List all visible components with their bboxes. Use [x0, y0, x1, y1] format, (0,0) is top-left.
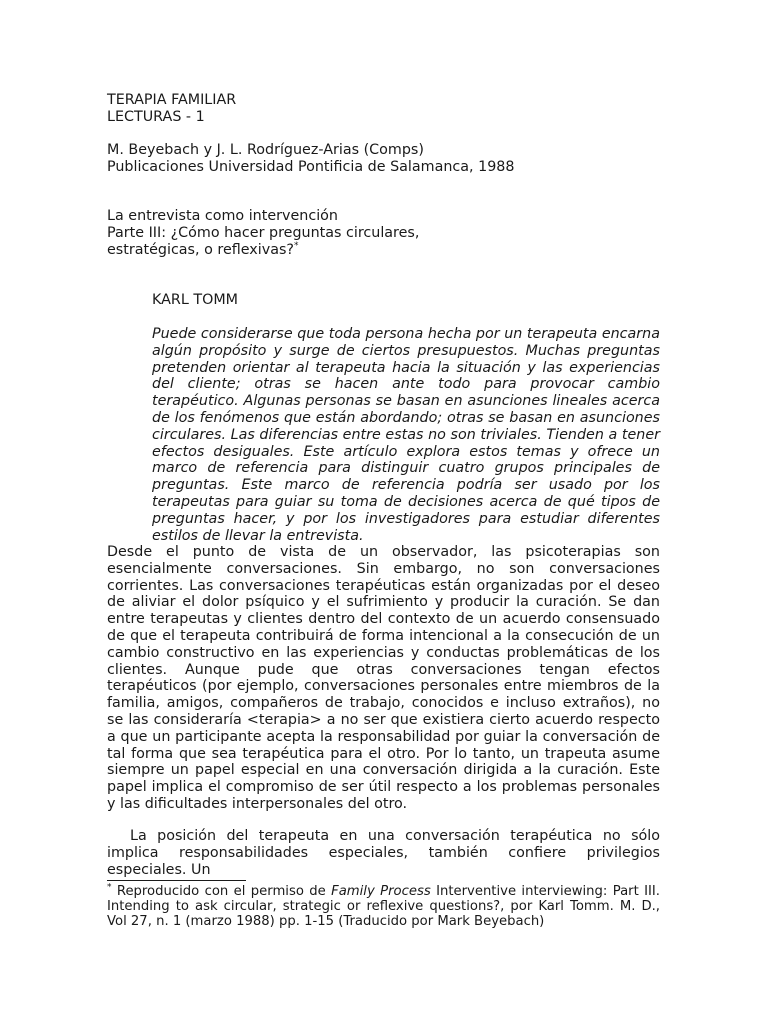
author-name: KARL TOMM — [152, 292, 239, 308]
article-title-line3 — [107, 242, 660, 259]
footnote-divider — [107, 880, 246, 881]
body-paragraph-2: La posición del terapeuta en una conversación terapéutica no sólo implica responsabilidades especiales, también confiere privilegios especiales. Un — [107, 828, 660, 878]
publisher-line: Publicaciones Universidad Pontificia de Salamanca, 1988 — [107, 158, 515, 175]
title-footnote-marker: * — [294, 240, 299, 251]
header-publication — [107, 142, 660, 176]
series-volume: LECTURAS - 1 — [107, 108, 205, 125]
editors-line: M. Beyebach y J. L. Rodríguez-Arias (Comps) — [107, 142, 424, 158]
series-title: TERAPIA FAMILIAR — [107, 92, 237, 108]
article-title-line2: Parte III: ¿Cómo hacer preguntas circulares, — [107, 224, 420, 241]
article-title — [107, 208, 660, 258]
article-title-line1: La entrevista como intervención — [107, 208, 338, 224]
footnote-journal: Family Process — [331, 884, 431, 899]
footnote-text-before: Reproducido con el permiso de — [111, 884, 332, 899]
footnote-marker: * — [107, 882, 112, 893]
footnote-text-after: Interventive interviewing: Part III. Intending to ask circular, strategic or reflexive questions?, por Karl Tomm. M. D., Vol 27, n. 1 (marzo 1988) pp. 1-15 (Traducido por Mark Beyebach) — [107, 884, 660, 930]
body-paragraph-1: Desde el punto de vista de un observador, las psicoterapias son esencialmente conversaciones. Sin embargo, no son conversaciones corrientes. Las conversaciones terapéuticas están organizadas por el deseo de aliviar el dolor psíquico y el sufrimiento y producir la curación. Se dan entre terapeutas y clientes dentro del contexto de un acuerdo consensuado de que el terapeuta contribuirá de forma intencional a la consecución de un cambio constructivo en las experiencias y conductas problemáticas de los clientes. Aunque pude que otras conversaciones tengan efectos terapéuticos (por ejemplo, conversaciones personales entre miembros de la familia, amigos, compañeros de trabajo, conocidos e incluso extraños), no se las consideraría <terapia> a no ser que existiera cierto acuerdo respecto a que un participante acepta la responsabilidad por guiar la conversación de tal forma que sea terapéutica para el otro. Por lo tanto, un trapeuta asume siempre un papel especial en una conversación dirigida a la curación. Este papel implica el compromiso de ser útil respecto a los problemas personales y las dificultades interpersonales del otro. — [107, 544, 660, 812]
article-title-line3-text: estratégicas, o reflexivas? — [107, 241, 294, 258]
footnote — [107, 884, 660, 930]
header-series — [107, 92, 660, 126]
abstract-paragraph: Puede considerarse que toda persona hecha por un terapeuta encarna algún propósito y surge de ciertos presupuestos. Muchas preguntas pretenden orientar al terapeuta hacia la situación y las experiencias del cliente; otras se hacen ante todo para provocar cambio terapéutico. Algunas personas se basan en asunciones lineales acerca de los fenómenos que están abordando; otras se basan en asunciones circulares. Las diferencias entre estas no son triviales. Tienden a tener efectos desiguales. Este artículo explora estos temas y ofrece un marco de referencia para distinguir cuatro grupos principales de preguntas. Este marco de referencia podría ser usado por los terapeutas para guiar su toma de decisiones acerca de qué tipos de preguntas hacer, y por los investigadores para estudiar diferentes estilos de llevar la entrevista. — [152, 326, 660, 544]
